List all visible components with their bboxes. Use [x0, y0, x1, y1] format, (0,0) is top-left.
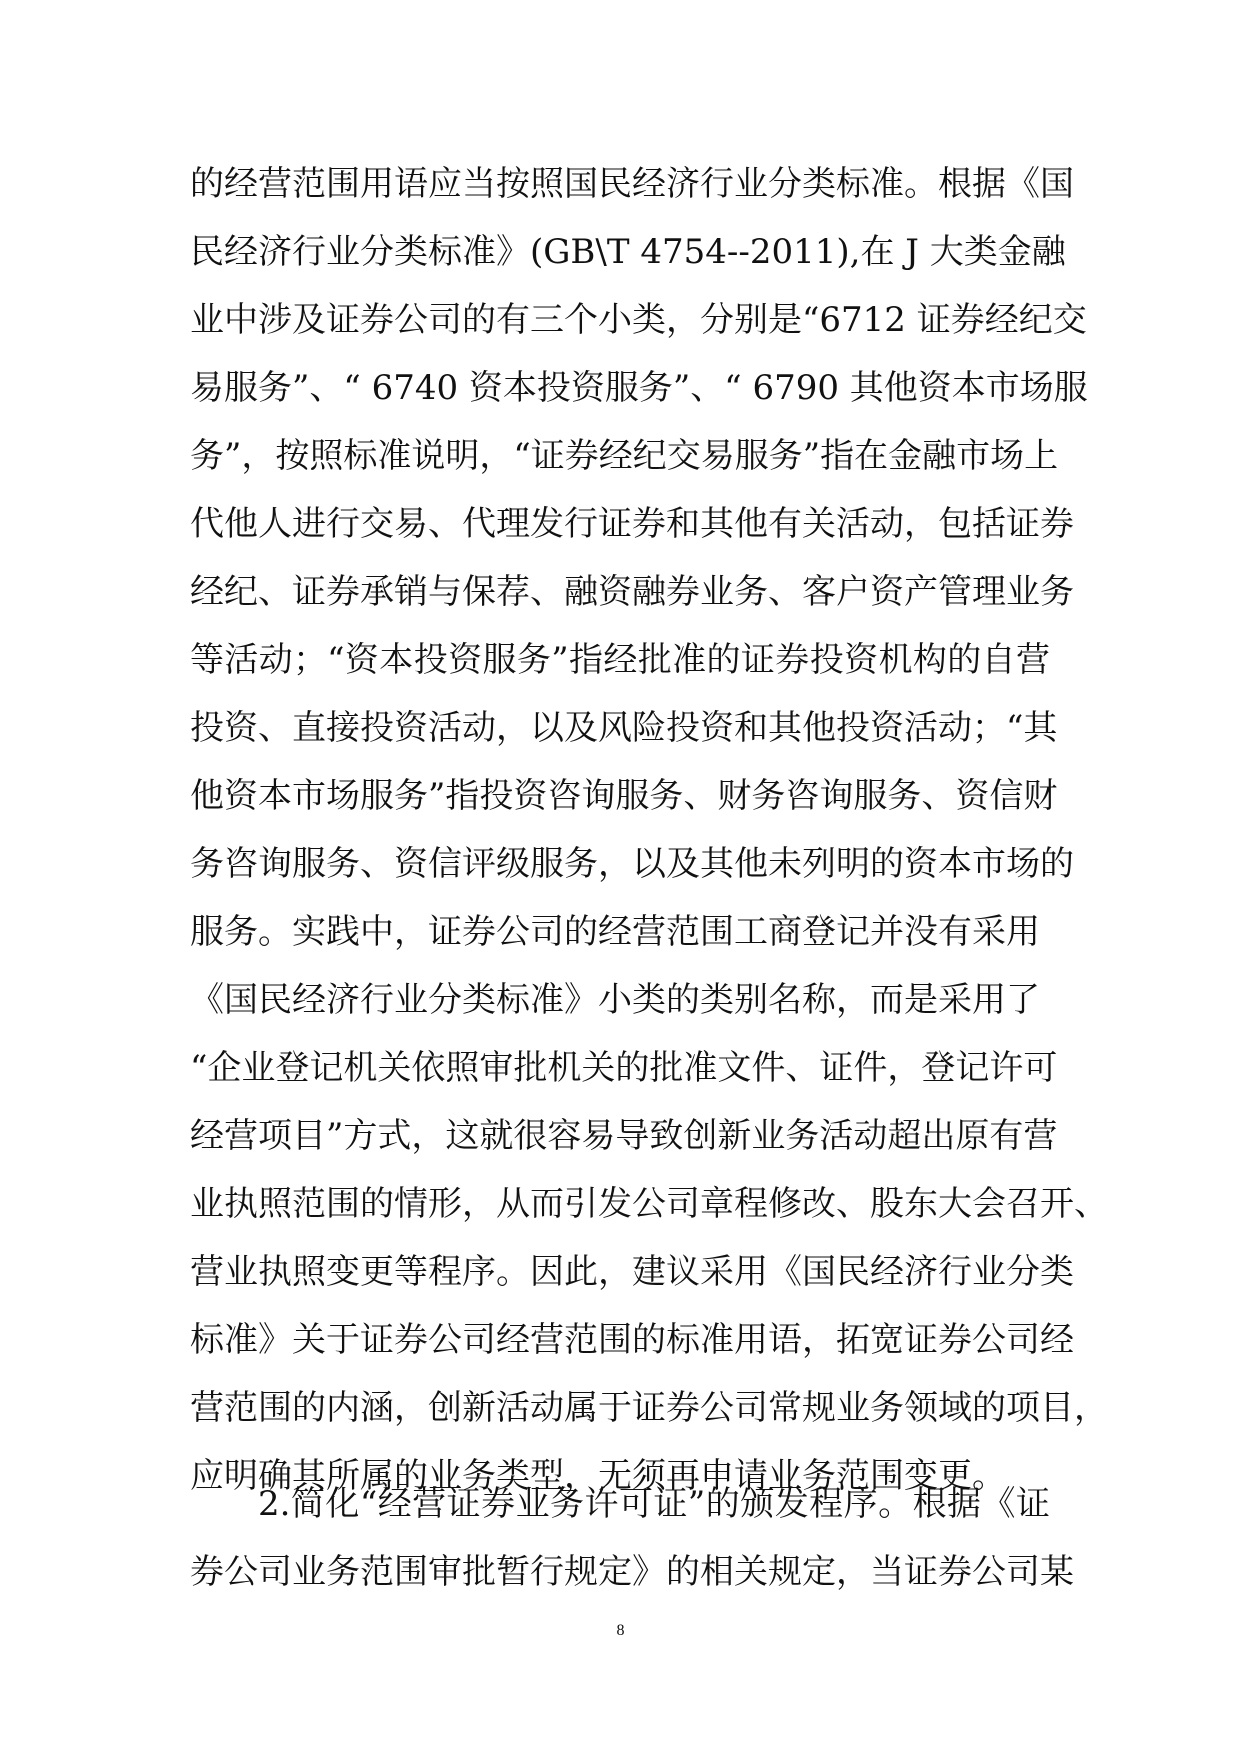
text-line: 经营项目”方式，这就很容易导致创新业务活动超出原有营	[190, 1116, 1058, 1156]
text-line: 代他人进行交易、代理发行证券和其他有关活动，包括证券	[190, 504, 1074, 544]
text-line: 经纪、证券承销与保荐、融资融券业务、客户资产管理业务	[190, 572, 1074, 612]
paragraph	[190, 150, 1108, 1510]
text-line: 务”，按照标准说明，“证券经纪交易服务”指在金融市场上	[190, 436, 1059, 476]
text-line: 的经营范围用语应当按照国民经济行业分类标准。根据《国	[190, 164, 1074, 204]
text-line: 营范围的内涵，创新活动属于证券公司常规业务领域的项目，	[190, 1388, 1108, 1428]
text-line: 券公司业务范围审批暂行规定》的相关规定，当证券公司某	[190, 1552, 1074, 1592]
text-line: 《国民经济行业分类标准》小类的类别名称，而是采用了	[190, 980, 1040, 1020]
page-number: 8	[616, 1622, 625, 1639]
text-line: “企业登记机关依照审批机关的批准文件、证件，登记许可	[190, 1048, 1058, 1088]
text-line: 应明确其所属的业务类型，无须再申请业务范围变更。	[190, 1456, 1006, 1496]
text-line: 投资、直接投资活动，以及风险投资和其他投资活动；“其	[190, 708, 1058, 748]
text-line: 服务。实践中，证券公司的经营范围工商登记并没有采用	[190, 912, 1040, 952]
text-line: 等活动；“资本投资服务”指经批准的证券投资机构的自营	[190, 640, 1050, 680]
text-line: 务咨询服务、资信评级服务，以及其他未列明的资本市场的	[190, 844, 1074, 884]
paragraph	[190, 1470, 1074, 1606]
text-line: 业中涉及证券公司的有三个小类，分别是“6712 证券经纪交	[190, 300, 1087, 340]
text-line: 标准》关于证券公司经营范围的标准用语，拓宽证券公司经	[190, 1320, 1074, 1360]
text-line: 营业执照变更等程序。因此，建议采用《国民经济行业分类	[190, 1252, 1074, 1292]
text-line: 他资本市场服务”指投资咨询服务、财务咨询服务、资信财	[190, 776, 1058, 816]
text-line: 业执照范围的情形，从而引发公司章程修改、股东大会召开、	[190, 1184, 1108, 1224]
text-line: 易服务”、“ 6740 资本投资服务”、“ 6790 其他资本市场服	[190, 368, 1088, 408]
text-line: 民经济行业分类标准》(GB\T 4754--2011),在 J 大类金融	[190, 232, 1066, 272]
text-line: 2.简化“经营证券业务许可证”的颁发程序。根据《证	[258, 1484, 1050, 1524]
